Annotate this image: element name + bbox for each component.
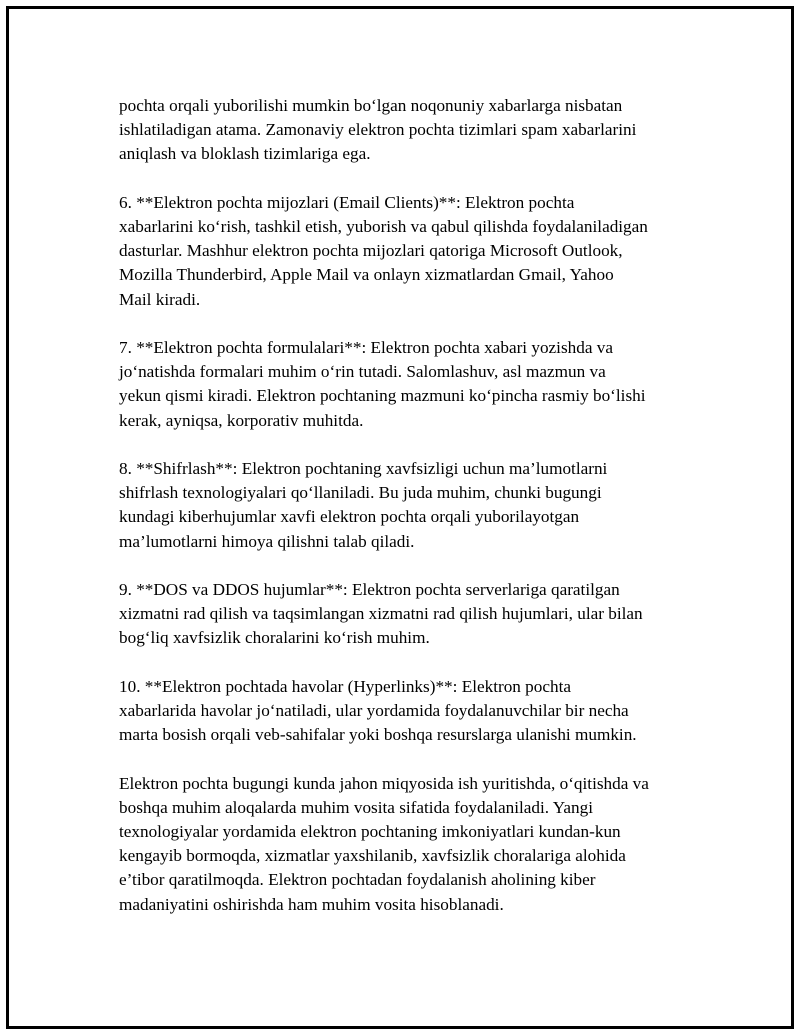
paragraph-dos-ddos: 9. **DOS va DDOS hujumlar**: Elektron pochta serverlariga qaratilgan xizmatni rad qilish va taqsimlangan xizmatni rad qilish hujumlari, ular bilan bog‘liq xavfsizlik choralarini ko‘rish muhim.: [119, 580, 643, 648]
document-body: [119, 94, 699, 941]
paragraph-spam-definition: pochta orqali yuborilishi mumkin bo‘lgan noqonuniy xabarlarga nisbatan ishlatiladigan atama. Zamonaviy elektron pochta tizimlari spam xabarlarini aniqlash va bloklash tizimlariga ega.: [119, 96, 637, 164]
paragraph-hyperlinks: 10. **Elektron pochtada havolar (Hyperlinks)**: Elektron pochta xabarlarida havolar jo‘natiladi, ular yordamida foydalanuvchilar bir necha marta bosish orqali veb-sahifalar yoki boshqa resurslarga ulanishi mumkin.: [119, 676, 637, 745]
paragraph-encryption: 8. **Shifrlash**: Elektron pochtaning xavfsizligi uchun ma’lumotlarni shifrlash texnologiyalari qo‘llaniladi. Bu juda muhim, chunki bugungi kundagi kiberhujumlar xavfi elektron pochta orqali yuborilayotgan ma’lumotlarni himoya qilishni talab qiladi.: [119, 459, 608, 551]
paragraph-email-clients: 6. **Elektron pochta mijozlari (Email Clients)**: Elektron pochta xabarlarini ko‘rish, tashkil etish, yuborish va qabul qilishda foydalaniladigan dasturlar. Mashhur elektron pochta mijozlari qatoriga Microsoft Outlook, Mozilla Thunderbird, Apple Mail va onlayn xizmatlardan Gmail, Yahoo Mail kiradi.: [119, 192, 648, 309]
paragraph-conclusion: Elektron pochta bugungi kunda jahon miqyosida ish yuritishda, o‘qitishda va boshqa muhim aloqalarda muhim vosita sifatida foydalaniladi. Yangi texnologiyalar yordamida elektron pochtaning imkoniyatlari kundan-kun kengayib bormoqda, xizmatlar yaxshilanib, xavfsizlik choralariga alohida e’tibor qaratilmoqda. Elektron pochtadan foydalanish aholining kiber madaniyatini oshirishda ham muhim vosita hisoblanadi.: [119, 773, 649, 914]
paragraph-email-formulas: 7. **Elektron pochta formulalari**: Elektron pochta xabari yozishda va jo‘natishda formalari muhim o‘rin tutadi. Salomlashuv, asl mazmun va yekun qismi kiradi. Elektron pochtaning mazmuni ko‘pincha rasmiy bo‘lishi kerak, ayniqsa, korporativ muhitda.: [119, 338, 646, 430]
